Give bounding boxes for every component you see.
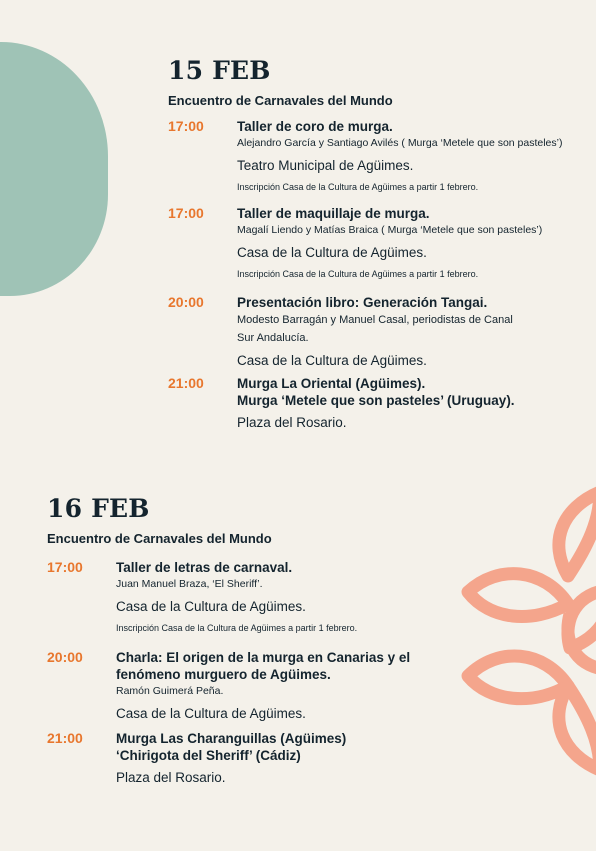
event-time: 21:00 — [168, 375, 204, 391]
decorative-blob — [0, 42, 108, 296]
day-title: 16 FEB — [47, 494, 150, 523]
event-venue: Casa de la Cultura de Agüimes. — [116, 599, 306, 614]
day-subtitle: Encuentro de Carnavales del Mundo — [47, 531, 272, 546]
event-title-line: fenómeno murguero de Agüimes. — [116, 667, 331, 682]
day-section-16-feb — [47, 494, 411, 785]
event-note: Inscripción Casa de la Cultura de Agüimes a partir 1 febrero. — [116, 623, 358, 633]
event-title: Taller de coro de murga. — [237, 119, 393, 134]
event-title-line: Murga La Oriental (Agüimes). — [237, 376, 426, 391]
event-time: 20:00 — [168, 294, 204, 310]
day-subtitle: Encuentro de Carnavales del Mundo — [168, 93, 393, 108]
event-venue: Casa de la Cultura de Agüimes. — [237, 353, 427, 368]
event-venue: Plaza del Rosario. — [116, 770, 226, 785]
event-people-line: Sur Andalucía. — [237, 332, 309, 344]
event-title: Taller de letras de carnaval. — [116, 560, 293, 575]
event-note: Inscripción Casa de la Cultura de Agüimes a partir 1 febrero. — [237, 182, 479, 192]
event-title-line: ‘Chirigota del Sheriff’ (Cádiz) — [116, 748, 301, 763]
event-title-line: Charla: El origen de la murga en Canarias y el — [116, 650, 411, 665]
event-people: Magalí Liendo y Matías Braica ( Murga ‘Metele que son pasteles’) — [237, 224, 543, 236]
event-people: Juan Manuel Braza, ‘El Sheriff’. — [116, 578, 263, 590]
event-venue: Plaza del Rosario. — [237, 415, 347, 430]
event-people-line: Modesto Barragán y Manuel Casal, periodistas de Canal — [237, 314, 513, 326]
event-time: 20:00 — [47, 649, 83, 665]
event-venue: Casa de la Cultura de Agüimes. — [116, 706, 306, 721]
event-people: Ramón Guimerá Peña. — [116, 685, 224, 697]
event-title: Presentación libro: Generación Tangai. — [237, 295, 488, 310]
event-venue: Casa de la Cultura de Agüimes. — [237, 245, 427, 260]
day-title: 15 FEB — [168, 56, 271, 85]
event-venue: Teatro Municipal de Agüimes. — [237, 158, 414, 173]
event-time: 17:00 — [168, 118, 204, 134]
event-title-line: Murga ‘Metele que son pasteles’ (Uruguay). — [237, 393, 515, 408]
event-time: 17:00 — [168, 205, 204, 221]
event-time: 17:00 — [47, 559, 83, 575]
event-title: Taller de maquillaje de murga. — [237, 206, 430, 221]
day-section-15-feb — [168, 56, 563, 430]
flower-ornament-icon — [450, 480, 596, 780]
event-note: Inscripción Casa de la Cultura de Agüimes a partir 1 febrero. — [237, 269, 479, 279]
event-time: 21:00 — [47, 730, 83, 746]
event-title-line: Murga Las Charanguillas (Agüimes) — [116, 731, 347, 746]
event-people: Alejandro García y Santiago Avilés ( Murga ‘Metele que son pasteles’) — [237, 137, 563, 149]
